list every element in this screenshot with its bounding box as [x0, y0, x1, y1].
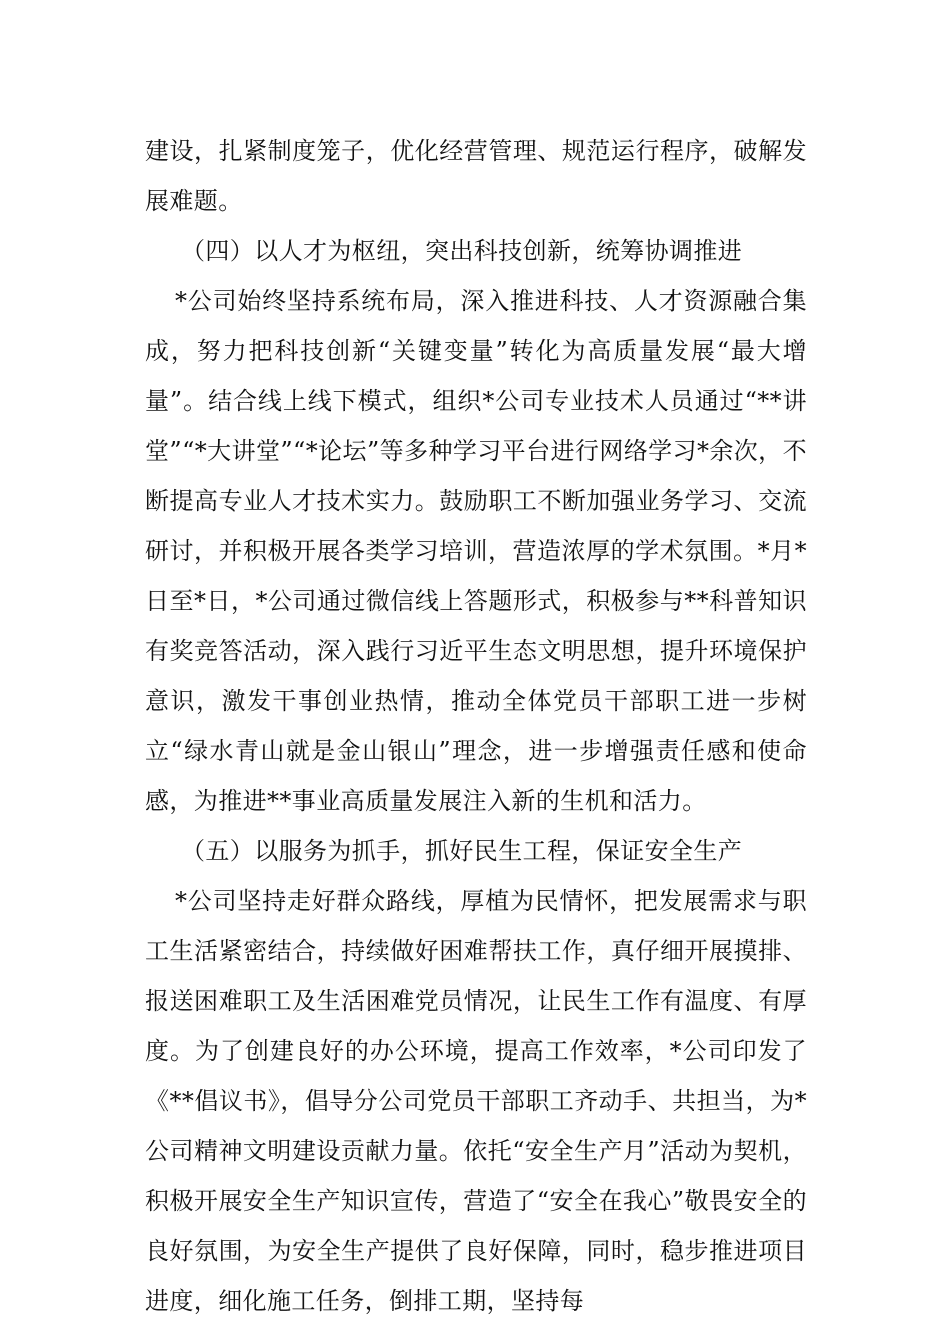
section-heading-4: （四）以人才为枢纽，突出科技创新，统筹协调推进 [181, 237, 743, 265]
section-5-paragraph: *公司坚持走好群众路线，厚植为民情怀，把发展需求与职工生活紧密结合，持续做好困难帮扶工作，真仔细开展摸排、报送困难职工及生活困难党员情况，让民生工作有温度、有厚度。为了创建良好的办公环境，提高工作效率，*公司印发了《**倡议书》，倡导分公司党员干部职工齐动手、共担当，为*公司精神文明建设贡献力量。依托“安全生产月”活动为契机，积极开展安全生产知识宣传，营造了“安全在我心”敬畏安全的良好氛围，为安全生产提供了良好保障，同时，稳步推进项目进度，细化施工任务，倒排工期，坚持每 [145, 887, 807, 1315]
section-4-paragraph: *公司始终坚持系统布局，深入推进科技、人才资源融合集成，努力把科技创新“关键变量”转化为高质量发展“最大增量”。结合线上线下模式，组织*公司专业技术人员通过“**讲堂”“*大讲堂”“*论坛”等多种学习平台进行网络学习*余次，不断提高专业人才技术实力。鼓励职工不断加强业务学习、交流研讨，并积极开展各类学习培训，营造浓厚的学术氛围。*月*日至*日，*公司通过微信线上答题形式，积极参与**科普知识有奖竞答活动，深入践行习近平生态文明思想，提升环境保护意识，激发干事创业热情，推动全体党员干部职工进一步树立“绿水青山就是金山银山”理念，进一步增强责任感和使命感，为推进**事业高质量发展注入新的生机和活力。 [145, 287, 807, 815]
continued-paragraph: 建设，扎紧制度笼子，优化经营管理、规范运行程序，破解发展难题。 [145, 137, 807, 215]
section-heading-5: （五）以服务为抓手，抓好民生工程，保证安全生产 [181, 837, 743, 865]
document-body [145, 126, 807, 1326]
